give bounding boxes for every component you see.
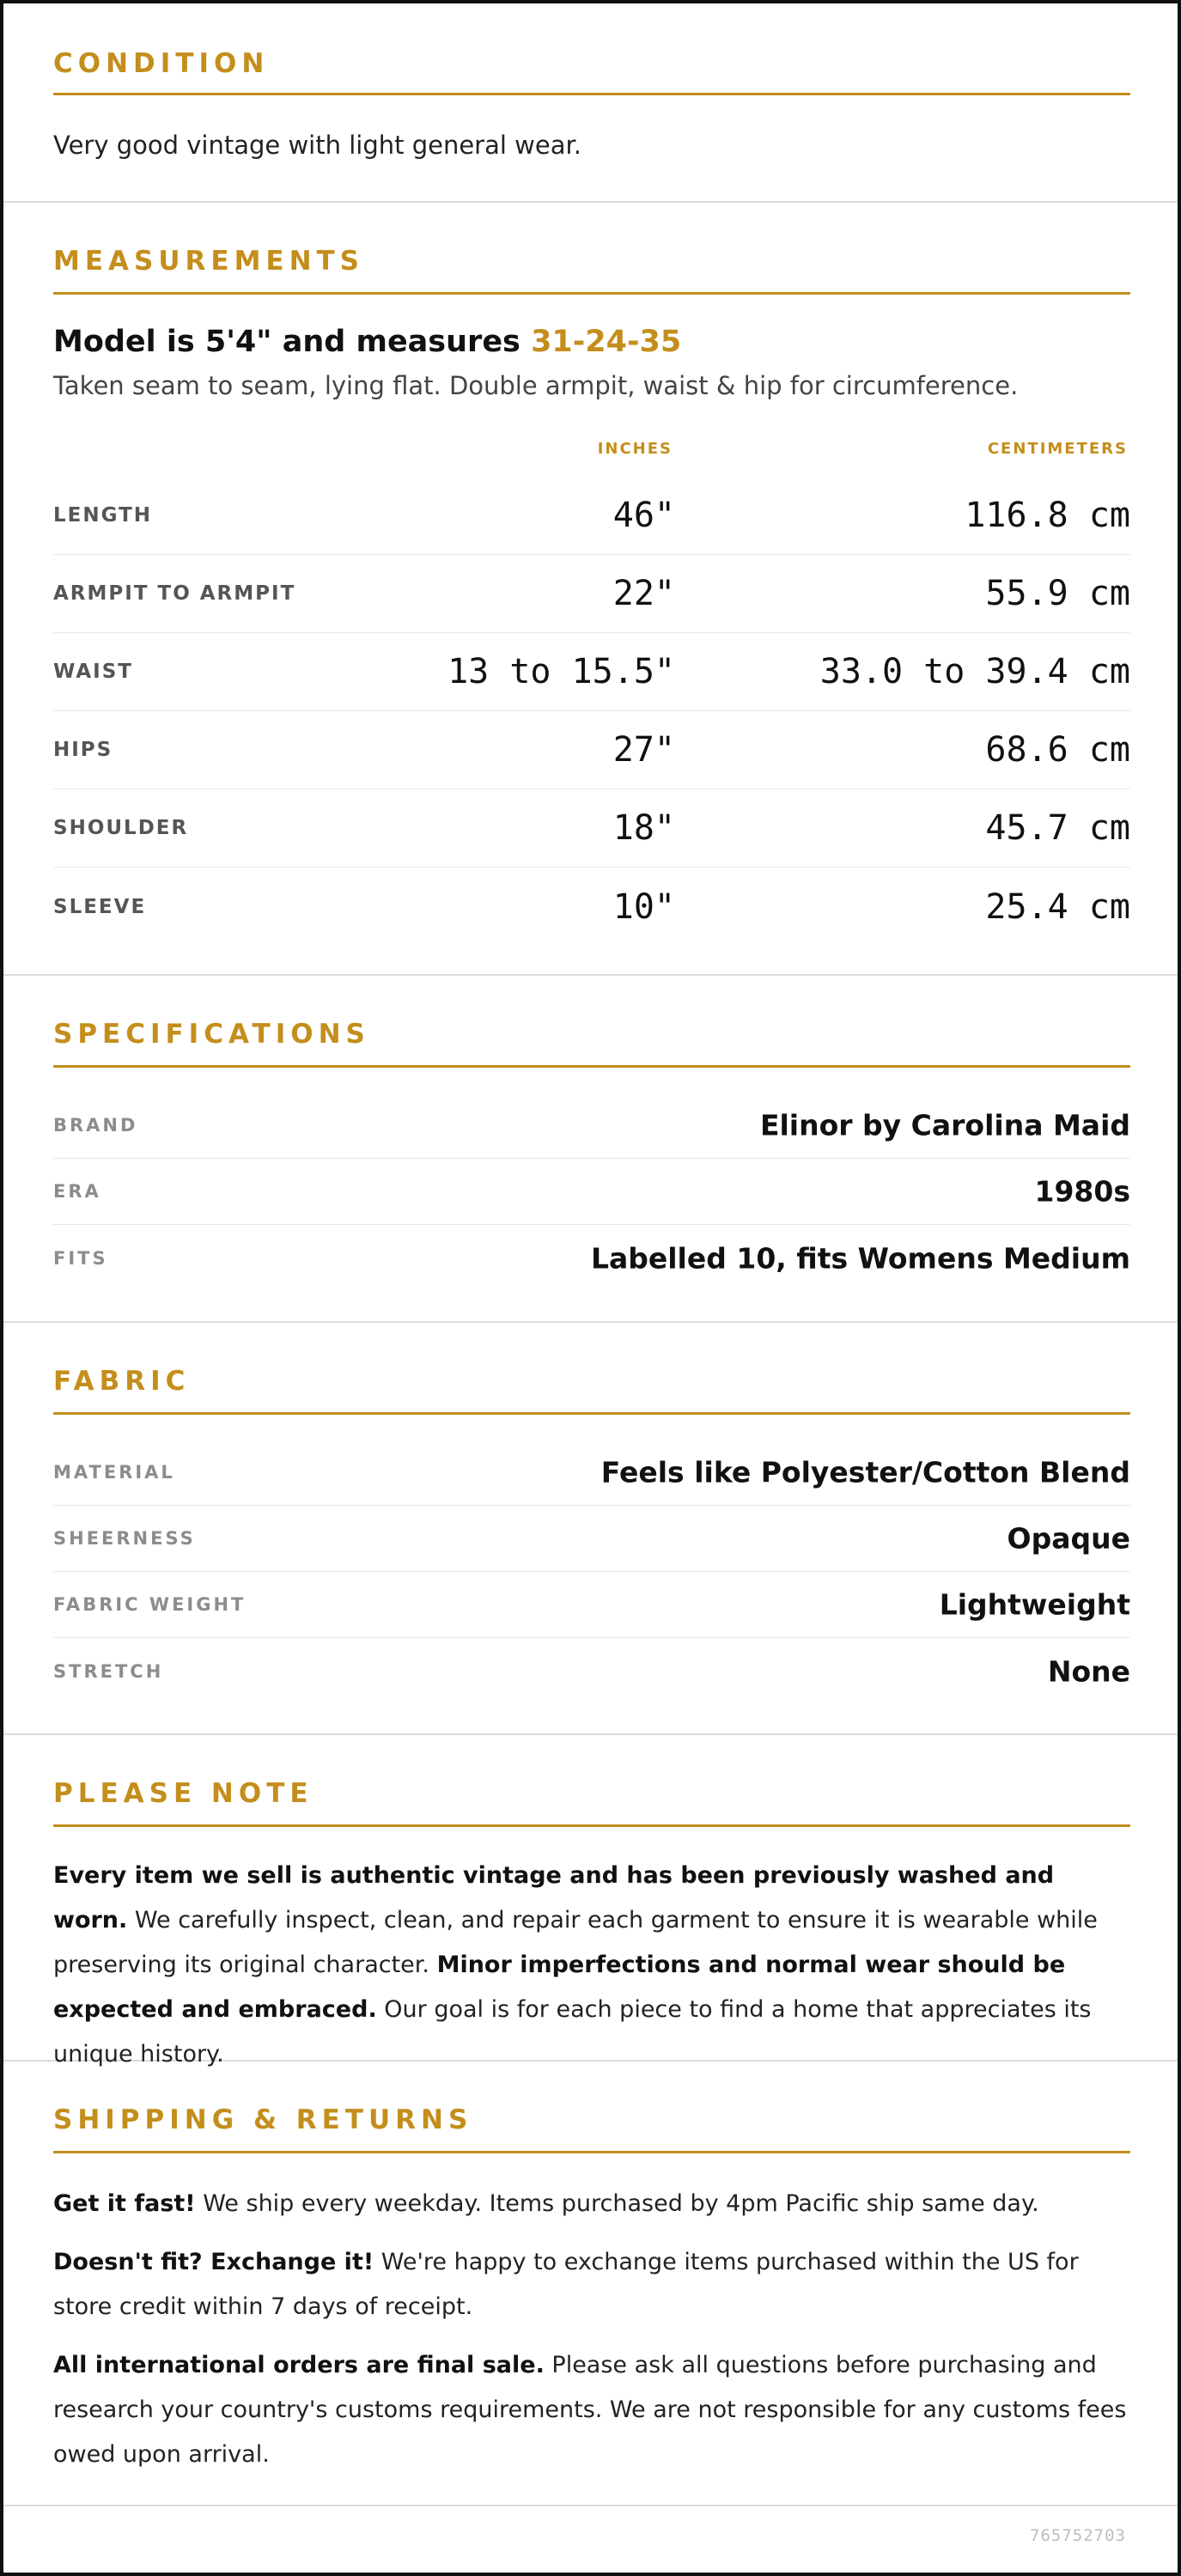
measurement-cm: 25.4 cm (985, 886, 1130, 927)
measurement-label: WAIST (53, 661, 133, 683)
section-divider (53, 292, 1130, 295)
measurement-label: LENGTH (53, 504, 153, 527)
shipping-emphasis: All international orders are final sale. (53, 2352, 545, 2378)
measurement-row (53, 711, 1130, 789)
fabric-section (3, 1323, 1178, 1735)
section-divider (53, 93, 1130, 95)
measurement-cm: 33.0 to 39.4 cm (819, 652, 1130, 691)
spec-row (53, 1572, 1130, 1638)
model-measurements-value: 31-24-35 (531, 325, 682, 359)
measurement-note: Taken seam to seam, lying flat. Double armpit, waist & hip for circumference. (53, 371, 1019, 400)
section-title: FABRIC (53, 1366, 191, 1397)
measurement-inches: 46" (612, 496, 675, 535)
section-title: CONDITION (53, 48, 270, 79)
shipping-returns-section (3, 2061, 1178, 2506)
measurement-cm: 116.8 cm (965, 496, 1130, 535)
spec-row (53, 1159, 1130, 1225)
spec-value: None (1047, 1654, 1130, 1688)
section-title: SPECIFICATIONS (53, 1019, 370, 1050)
note-text: Our goal is for each piece to find a home that appreciates its unique history. (53, 1996, 1092, 2067)
measurement-inches: 13 to 15.5" (447, 652, 675, 691)
section-title: SHIPPING & RETURNS (53, 2104, 473, 2135)
spec-row (53, 1638, 1130, 1704)
measurement-row (53, 789, 1130, 868)
spec-label: BRAND (53, 1115, 138, 1136)
spec-label: FABRIC WEIGHT (53, 1594, 247, 1615)
section-title: PLEASE NOTE (53, 1778, 314, 1809)
product-id: 765752703 (1030, 2526, 1126, 2545)
measurement-label: SHOULDER (53, 817, 189, 839)
model-measurements-headline (53, 325, 681, 359)
measurement-row (53, 633, 1130, 711)
measurement-row (53, 555, 1130, 633)
section-divider (53, 2151, 1130, 2153)
condition-text: Very good vintage with light general wear. (53, 131, 581, 160)
spec-value: Feels like Polyester/Cotton Blend (600, 1455, 1130, 1489)
spec-value: 1980s (1034, 1174, 1130, 1209)
headline-text: Model is 5'4" and measures (53, 325, 532, 359)
section-divider (53, 1824, 1130, 1827)
measurement-inches: 10" (612, 886, 675, 927)
spec-label: STRETCH (53, 1660, 164, 1682)
shipping-text: Please ask all questions before purchasing and research your country's customs requirements. We are not responsible for any customs fees owed upon arrival. (53, 2352, 1127, 2468)
measurement-inches: 27" (612, 730, 675, 770)
note-emphasis: Minor imperfections and normal wear should be expected and embraced. (53, 1952, 1066, 2023)
spec-row (53, 1506, 1130, 1572)
measurements-section (3, 203, 1178, 976)
condition-section (3, 3, 1178, 203)
note-text: We carefully inspect, clean, and repair each garment to ensure it is wearable while preserving its original character. (53, 1907, 1098, 1978)
shipping-text: We're happy to exchange items purchased within the US for store credit within 7 days of receipt. (53, 2249, 1079, 2320)
measurement-row (53, 477, 1130, 555)
section-title: MEASUREMENTS (53, 246, 365, 277)
please-note-section (3, 1735, 1178, 2067)
column-header-centimeters: CENTIMETERS (987, 440, 1128, 458)
measurement-cm: 68.6 cm (985, 730, 1130, 770)
column-header-inches: INCHES (597, 440, 673, 458)
shipping-emphasis: Get it fast! (53, 2190, 196, 2217)
shipping-text: We ship every weekday. Items purchased by 4pm Pacific ship same day. (195, 2190, 1039, 2217)
shipping-paragraph (53, 2240, 1130, 2329)
section-divider (53, 1412, 1130, 1415)
measurement-inches: 18" (612, 808, 675, 848)
shipping-paragraph (53, 2182, 1130, 2226)
measurement-label: HIPS (53, 739, 113, 761)
note-emphasis: Every item we sell is authentic vintage and has been previously washed and worn. (53, 1862, 1055, 1934)
spec-label: ERA (53, 1181, 101, 1202)
please-note-text (53, 1854, 1130, 2077)
section-divider (53, 1065, 1130, 1068)
spec-row (53, 1093, 1130, 1159)
measurement-cm: 45.7 cm (985, 808, 1130, 848)
measurement-row (53, 868, 1130, 946)
measurement-label: ARMPIT TO ARMPIT (53, 582, 296, 605)
measurement-cm: 55.9 cm (985, 574, 1130, 613)
spec-row (53, 1225, 1130, 1291)
spec-value: Opaque (1007, 1521, 1130, 1556)
spec-value: Labelled 10, fits Womens Medium (590, 1241, 1130, 1275)
specifications-section (3, 976, 1178, 1323)
shipping-emphasis: Doesn't fit? Exchange it! (53, 2249, 374, 2275)
spec-label: SHEERNESS (53, 1528, 196, 1549)
spec-value: Elinor by Carolina Maid (759, 1108, 1130, 1142)
spec-row (53, 1440, 1130, 1506)
spec-label: MATERIAL (53, 1462, 175, 1483)
spec-label: FITS (53, 1247, 108, 1269)
measurement-label: SLEEVE (53, 895, 147, 918)
shipping-paragraph (53, 2343, 1130, 2477)
measurement-inches: 22" (612, 574, 675, 613)
spec-value: Lightweight (939, 1587, 1130, 1622)
